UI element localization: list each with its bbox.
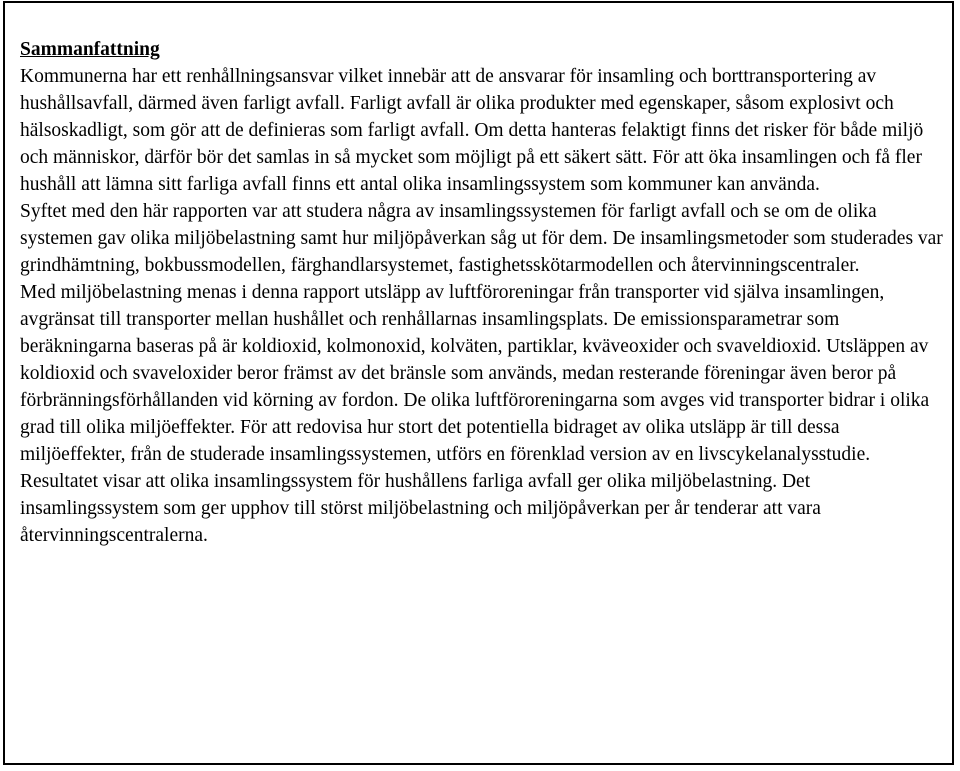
- document-content: [20, 36, 945, 549]
- paragraph-intro: Kommunerna har ett renhållningsansvar vilket innebär att de ansvarar för insamling och borttransportering av hushållsavfall, därmed även farligt avfall. Farligt avfall är olika produkter med egenskaper, såsom explosivt och hälsoskadligt, som gör att de definieras som farligt avfall. Om detta hanteras felaktigt finns det risker för både miljö och människor, därför bör det samlas in så mycket som möjligt på ett säkert sätt. För att öka insamlingen och få fler hushåll att lämna sitt farliga avfall finns ett antal olika insamlingssystem som kommuner kan använda.: [20, 66, 924, 195]
- paragraph-purpose: Syftet med den här rapporten var att studera några av insamlingssystemen för farligt avfall och se om de olika systemen gav olika miljöbelastning samt hur miljöpåverkan såg ut för dem. De insamlingsmetoder som studerades var grindhämtning, bokbussmodellen, färghandlarsystemet, fastighetsskötarmodellen och återvinningscentraler.: [20, 201, 943, 276]
- paragraph-environmental-load: Med miljöbelastning menas i denna rapport utsläpp av luftföroreningar från transporter vid själva insamlingen, avgränsat till transporter mellan hushållet och renhållarnas insamlingsplats. De emissionsparametrar som beräkningarna baseras på är koldioxid, kolmonoxid, kolväten, partiklar, kväveoxider och svaveldioxid. Utsläppen av koldioxid och svaveloxider beror främst av det bränsle som används, medan resterande föreningar även beror på förbränningsförhållanden vid körning av fordon. De olika luftföroreningarna som avges vid transporter bidrar i olika grad till olika miljöeffekter. För att redovisa hur stort det potentiella bidraget av olika utsläpp är till dessa miljöeffekter, från de studerade insamlingssystemen, utförs en förenklad version av en livscykelanalysstudie. Resultatet visar att olika insamlingssystem för hushållens farliga avfall ger olika miljöbelastning. Det insamlingssystem som ger upphov till störst miljöbelastning och miljöpåverkan per år tenderar att vara återvinningscentralerna.: [20, 282, 930, 546]
- section-heading: Sammanfattning: [20, 39, 160, 60]
- document-frame: [3, 1, 954, 765]
